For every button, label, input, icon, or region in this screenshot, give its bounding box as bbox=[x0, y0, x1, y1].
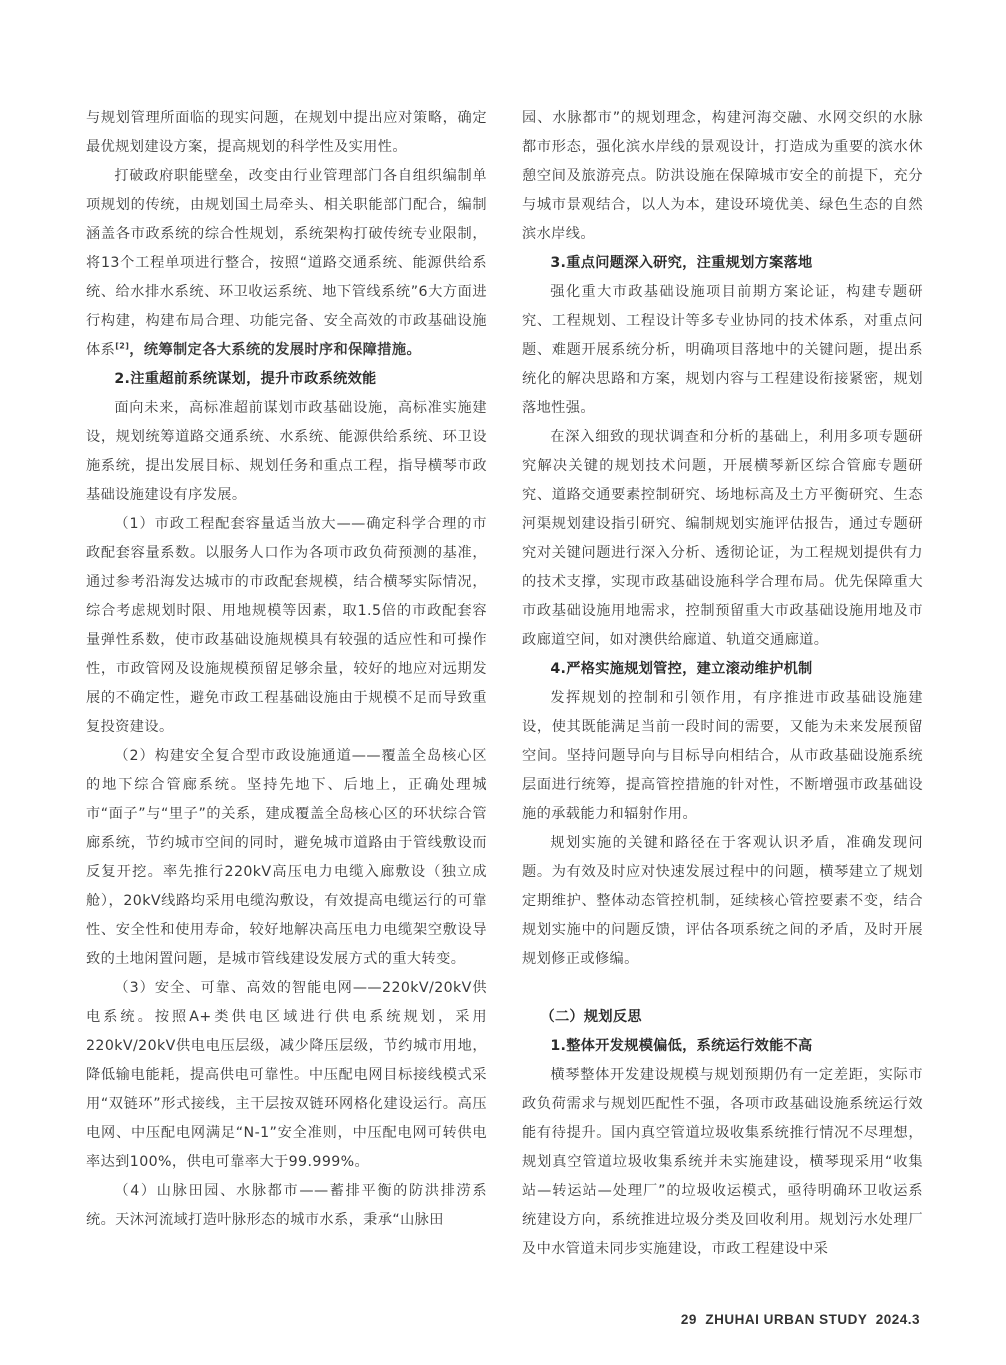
paragraph-text: ，统筹制定各大系统的发展时序和保障措施。 bbox=[129, 342, 422, 358]
paragraph-reflection-1: 横琴整体开发建设规模与规划预期仍有一定差距，实际市政负荷需求与规划匹配性不强，各项市政基础设施系统运行效能有待提升。国内真空管道垃圾收集系统推行情况不尽理想，规划真空管道垃圾收集系统并未实施建设，横琴现采用“收集站—转运站—处理厂”的垃圾收运模式，亟待明确环卫收运系统建设方向，系统推进垃圾分类及回收利用。规划污水处理厂及中水管道未同步实施建设，市政工程建设中采 bbox=[522, 1067, 923, 1257]
paragraph-control-1: 发挥规划的控制和引领作用，有序推进市政基础设施建设，使其既能满足当前一段时间的需要，又能为未来发展预留空间。坚持问题导向与目标导向相结合，从市政基础设施系统层面进行统筹，提高管控措施的针对性，不断增强市政基础设施的承载能力和辐射作用。 bbox=[522, 690, 923, 822]
paragraph-research-2: 在深入细致的现状调查和分析的基础上，利用多项专题研究解决关键的规划技术问题，开展横琴新区综合管廊专题研究、道路交通要素控制研究、场地标高及土方平衡研究、生态河渠规划建设指引研究、编制规划实施评估报告，通过专题研究对关键问题进行深入分析、透彻论证，为工程规划提供有力的技术支撑，实现市政基础设施科学合理布局。优先保障重大市政基础设施用地需求，控制预留重大市政基础设施用地及市政廊道空间，如对澳供给廊道、轨道交通廊道。 bbox=[522, 429, 923, 648]
paragraph-break-barrier bbox=[86, 162, 487, 365]
page-number: 29 bbox=[680, 1312, 697, 1327]
paragraph-item-1: （1）市政工程配套容量适当放大——确定科学合理的市政配套容量系数。以服务人口作为各项市政负荷预测的基准，通过参考沿海发达城市的市政配套规模，结合横琴实际情况，综合考虑规划时限、用地规模等因素，取1.5倍的市政配套容量弹性系数，使市政基础设施规模具有较强的适应性和可操作性，市政管网及设施规模预留足够余量，较好的地应对远期发展的不确定性，避免市政工程基础设施由于规模不足而导致重复投资建设。 bbox=[86, 516, 487, 735]
paragraph-item-3: （3）安全、可靠、高效的智能电网——220kV/20kV供电系统。按照A+类供电区域进行供电系统规划，采用220kV/20kV供电电压层级，减少降压层级，节约城市用地，降低输电能耗，提高供电可靠性。中压配电网目标接线模式采用“双链环”形式接线，主干层按双链环网格化建设运行。高压电网、中压配电网满足“N-1”安全准则，中压配电网可转供电率达到100%，供电可靠率大于99.999%。 bbox=[86, 980, 487, 1170]
heading-4: 4.严格实施规划管控，建立滚动维护机制 bbox=[550, 661, 813, 677]
paragraph-research-1: 强化重大市政基础设施项目前期方案论证，构建专题研究、工程规划、工程设计等多专业协同的技术体系，对重点问题、难题开展系统分析，明确项目落地中的关键问题，提出系统化的解决思路和方案，规划内容与工程建设衔接紧密，规划落地性强。 bbox=[522, 284, 923, 416]
left-column bbox=[86, 104, 487, 1235]
issue-number: 2024.3 bbox=[875, 1312, 920, 1327]
heading-reflection-1: 1.整体开发规模偏低，系统运行效能不高 bbox=[550, 1038, 813, 1054]
section-heading-reflection: （二）规划反思 bbox=[540, 1009, 642, 1025]
paragraph-item-4: （4）山脉田园、水脉都市——蓄排平衡的防洪排涝系统。天沐河流域打造叶脉形态的城市水系，秉承“山脉田 bbox=[86, 1183, 487, 1228]
paragraph-item-4-continued: 园、水脉都市”的规划理念，构建河海交融、水网交织的水脉都市形态，强化滨水岸线的景观设计，打造成为重要的滨水休憩空间及旅游亮点。防洪设施在保障城市安全的前提下，充分与城市景观结合，以人为本，建设环境优美、绿色生态的自然滨水岸线。 bbox=[522, 110, 923, 242]
page-footer bbox=[681, 1312, 920, 1327]
right-column bbox=[522, 104, 923, 1264]
citation-ref: [2] bbox=[115, 341, 130, 351]
paragraph-future: 面向未来，高标准超前谋划市政基础设施，高标准实施建设，规划统筹道路交通系统、水系统、能源供给系统、环卫设施系统，提出发展目标、规划任务和重点工程，指导横琴市政基础设施建设有序发展。 bbox=[86, 400, 487, 503]
paragraph-text: 打破政府职能壁垒，改变由行业管理部门各自组织编制单项规划的传统，由规划国土局牵头、相关职能部门配合，编制涵盖各市政系统的综合性规划，系统架构打破传统专业限制，将13个工程单项进行整合，按照“道路交通系统、能源供给系统、给水排水系统、环卫收运系统、地下管线系统”6大方面进行构建，构建布局合理、功能完备、安全高效的市政基础设施体系 bbox=[86, 168, 487, 358]
heading-2: 2.注重超前系统谋划，提升市政系统效能 bbox=[114, 371, 377, 387]
journal-name: ZHUHAI URBAN STUDY bbox=[705, 1312, 868, 1327]
paragraph-item-2: （2）构建安全复合型市政设施通道——覆盖全岛核心区的地下综合管廊系统。坚持先地下、后地上，正确处理城市“面子”与“里子”的关系，建成覆盖全岛核心区的环状综合管廊系统，节约城市空间的同时，避免城市道路由于管线敷设而反复开挖。率先推行220kV高压电力电缆入廊敷设（独立成舱），20kV线路均采用电缆沟敷设，有效提高电缆运行的可靠性、安全性和使用寿命，较好地解决高压电力电缆架空敷设导致的土地闲置问题，是城市管线建设发展方式的重大转变。 bbox=[86, 748, 487, 967]
paragraph-control-2: 规划实施的关键和路径在于客观认识矛盾，准确发现问题。为有效及时应对快速发展过程中的问题，横琴建立了规划定期维护、整体动态管控机制，延续核心管控要素不变，结合规划实施中的问题反馈，评估各项系统之间的矛盾，及时开展规划修正或修编。 bbox=[522, 835, 923, 967]
heading-3: 3.重点问题深入研究，注重规划方案落地 bbox=[550, 255, 813, 271]
paragraph-continued: 与规划管理所面临的现实问题，在规划中提出应对策略，确定最优规划建设方案，提高规划的科学性及实用性。 bbox=[86, 110, 487, 155]
